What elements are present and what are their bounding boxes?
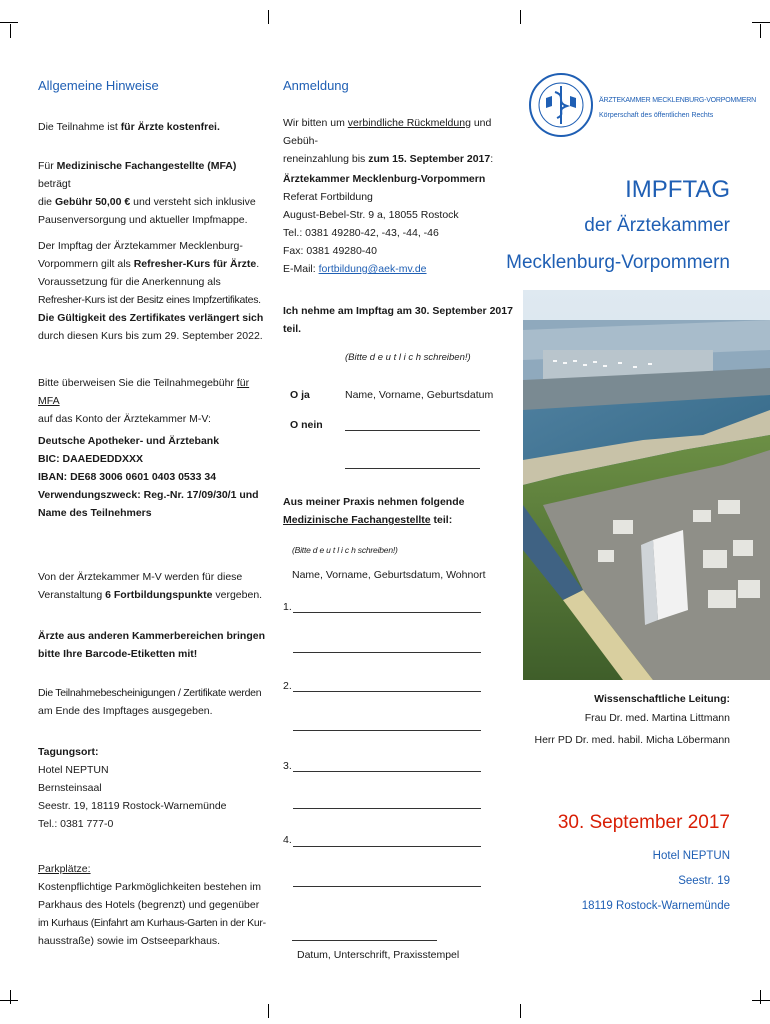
title-impftag: IMPFTAG (625, 176, 730, 203)
practice-fields-label: Name, Vorname, Geburtsdatum, Wohnort (292, 569, 486, 581)
mfa-mid: beträgt (38, 178, 71, 190)
organization-address (283, 170, 513, 278)
crop-mark (10, 24, 11, 38)
signature-line[interactable] (292, 940, 437, 941)
general-info-heading: Allgemeine Hinweise (38, 78, 159, 93)
signature-label: Datum, Unterschrift, Praxisstempel (297, 949, 460, 961)
name-field-label: Name, Vorname, Geburtsdatum (345, 389, 494, 401)
org-line: Tel.: 0381 49280-42, -43, -44, -46 (283, 227, 439, 239)
name-input-line[interactable] (345, 430, 480, 431)
bank-purpose2: Name des Teilnehmers (38, 507, 152, 519)
email-link[interactable]: fortbildung@aek-mv.de (318, 263, 427, 275)
registration-heading: Anmeldung (283, 78, 349, 93)
barcode-line1: Ärzte aus anderen Kammerbereichen bringen (38, 630, 265, 642)
points-bold: 6 Fortbildungspunkte (105, 589, 213, 601)
entry-input-line[interactable] (293, 612, 481, 613)
refresher-line1: Der Impftag der Ärztekammer Mecklenburg- (38, 240, 243, 252)
crop-mark (760, 24, 761, 38)
transfer-pre: Bitte überweisen Sie die Teilnahmegebühr (38, 377, 237, 389)
bank-purpose: Verwendungszweck: Reg.-Nr. 17/09/30/1 und (38, 489, 259, 501)
venue-line: Bernsteinsaal (38, 782, 102, 794)
org-line: Referat Fortbildung (283, 191, 373, 203)
practice-heading (283, 493, 513, 529)
entry-number: 2. (283, 680, 292, 692)
entry-input-line[interactable] (293, 730, 481, 731)
transfer-underline: für MFA (38, 377, 250, 407)
question-line2: teil. (283, 323, 302, 335)
crop-mark (752, 1000, 770, 1001)
fee-doctors-text (38, 118, 220, 136)
barcode-line2: bitte Ihre Barcode-Etiketten mit! (38, 648, 198, 660)
name-input-line[interactable] (345, 468, 480, 469)
intro-pre: Wir bitten um (283, 117, 348, 129)
write-clearly-hint: (Bitte d e u t l i c h schreiben!) (345, 352, 471, 363)
venue-block (38, 743, 268, 833)
venue-line: Tel.: 0381 777-0 (38, 818, 114, 830)
fee-amount: Gebühr 50,00 € (54, 196, 131, 208)
points-post: vergeben. (212, 589, 263, 601)
aerial-photo-warnemuende (523, 290, 770, 680)
scientific-lead-2: Herr PD Dr. med. habil. Micha Löbermann (534, 734, 730, 746)
bank-bic: BIC: DAAEDEDDXXX (38, 453, 144, 465)
refresher-pre: Vorpommern gilt als (38, 258, 134, 270)
intro-underline: verbindliche Rückmeldung (347, 117, 471, 129)
entry-input-line[interactable] (293, 691, 481, 692)
crop-mark (760, 990, 761, 1004)
fee-doctors-pre: Die Teilnahme ist (38, 121, 121, 133)
question-line1: Ich nehme am Impftag am 30. September 2017 (283, 305, 513, 317)
parking-label: Parkplätze: (38, 863, 91, 875)
deadline-pre: reneinzahlung bis (283, 153, 369, 165)
entry-number: 4. (283, 834, 292, 846)
crop-mark (0, 1000, 18, 1001)
certificate-line2: am Ende des Impftages ausgegeben. (38, 705, 213, 717)
entry-input-line[interactable] (293, 886, 481, 887)
refresher-text (38, 237, 268, 345)
bank-details (38, 432, 268, 522)
venue-line: Seestr. 19, 18119 Rostock-Warnemünde (38, 800, 227, 812)
entry-number: 1. (283, 601, 292, 613)
parking-line: im Kurhaus (Einfahrt am Kurhaus-Garten in der Kur- (38, 917, 266, 929)
deadline-bold: zum 15. September 2017 (368, 153, 491, 165)
fee-mfa-text (38, 157, 268, 229)
crop-mark (268, 1004, 269, 1018)
points-pre: Veranstaltung (38, 589, 106, 601)
title-region: Mecklenburg-Vorpommern (506, 252, 730, 273)
refresher-post: . (256, 258, 260, 270)
parking-line: Parkhaus des Hotels (begrenzt) und gegenüber (38, 899, 260, 911)
fee-doctors-bold: für Ärzte kostenfrei. (120, 121, 220, 133)
mfa-bold: Medizinische Fachangestellte (MFA) (56, 160, 237, 172)
crop-mark (752, 22, 770, 23)
bank-name: Deutsche Apotheker- und Ärztebank (38, 435, 220, 447)
certificate-line1: Die Teilnahmebescheinigungen / Zertifikate werden (38, 687, 262, 699)
crop-mark (10, 990, 11, 1004)
aerial-photo-image (523, 290, 770, 680)
registration-intro (283, 114, 513, 168)
parking-block (38, 860, 268, 950)
parking-line: hausstraße) sowie im Ostseeparkhaus. (38, 935, 221, 947)
venue-line: Hotel NEPTUN (38, 764, 109, 776)
crop-mark (0, 22, 18, 23)
event-place-1: Hotel NEPTUN (652, 850, 730, 862)
parking-line: Kostenpflichtige Parkmöglichkeiten bestehen im (38, 881, 261, 893)
entry-input-line[interactable] (293, 771, 481, 772)
option-yes[interactable]: O ja (290, 389, 310, 401)
barcode-notice (38, 627, 268, 663)
refresher-bold: Refresher-Kurs für Ärzte (133, 258, 257, 270)
logo-text-1: ÄRZTEKAMMER MECKLENBURG-VORPOMMERN (599, 97, 756, 104)
title-chamber: der Ärztekammer (584, 215, 730, 236)
email-label: E-Mail: (283, 263, 319, 275)
transfer-text (38, 374, 268, 428)
practice-line1: Aus meiner Praxis nehmen folgende (283, 496, 465, 508)
crop-mark (520, 10, 521, 24)
refresher-line3: Voraussetzung für die Anerkennung als (38, 276, 221, 288)
venue-label: Tagungsort: (38, 746, 99, 758)
org-name: Ärztekammer Mecklenburg-Vorpommern (283, 173, 486, 185)
points-line1: Von der Ärztekammer M-V werden für diese (38, 571, 243, 583)
practice-mfa: Medizinische Fachangestellte (283, 514, 431, 526)
mfa-pre: Für (38, 160, 57, 172)
crop-mark (268, 10, 269, 24)
scientific-lead-label: Wissenschaftliche Leitung: (594, 693, 730, 705)
fee-post: und versteht sich inklusive (130, 196, 256, 208)
logo-text-2: Körperschaft des öffentlichen Rechts (599, 112, 714, 119)
entry-input-line[interactable] (293, 846, 481, 847)
entry-input-line[interactable] (293, 808, 481, 809)
org-line: August-Bebel-Str. 9 a, 18055 Rostock (283, 209, 459, 221)
attendance-question (283, 302, 513, 338)
refresher-line6: durch diesen Kurs bis zum 29. September 2022. (38, 330, 263, 342)
practice-post: teil: (430, 514, 453, 526)
bank-iban: IBAN: DE68 3006 0601 0403 0533 34 (38, 471, 217, 483)
entry-number: 3. (283, 760, 292, 772)
event-place-3: 18119 Rostock-Warnemünde (581, 900, 730, 912)
transfer-line2: auf das Konto der Ärztekammer M-V: (38, 413, 211, 425)
entry-input-line[interactable] (293, 652, 481, 653)
crop-mark (520, 1004, 521, 1018)
points-text (38, 568, 268, 604)
scientific-lead-1: Frau Dr. med. Martina Littmann (584, 712, 730, 724)
refresher-line4: Refresher-Kurs ist der Besitz eines Impfzertifikates. (38, 294, 261, 306)
intro-post: und Gebüh- (283, 117, 492, 147)
event-date: 30. September 2017 (557, 812, 730, 833)
refresher-line5: Die Gültigkeit des Zertifikates verlängert sich (38, 312, 264, 324)
org-line: Fax: 0381 49280-40 (283, 245, 377, 257)
certificate-text (38, 684, 268, 720)
event-place-2: Seestr. 19 (678, 875, 730, 887)
option-no[interactable]: O nein (290, 419, 323, 431)
write-clearly-hint-2: (Bitte d e u t l i c h schreiben!) (292, 545, 398, 555)
fee-pre: die (38, 196, 55, 208)
chamber-seal-icon (528, 72, 594, 138)
fee-line3: Pausenversorgung und aktueller Impfmappe. (38, 214, 248, 226)
chamber-logo (528, 72, 594, 138)
deadline-post: : (490, 153, 494, 165)
